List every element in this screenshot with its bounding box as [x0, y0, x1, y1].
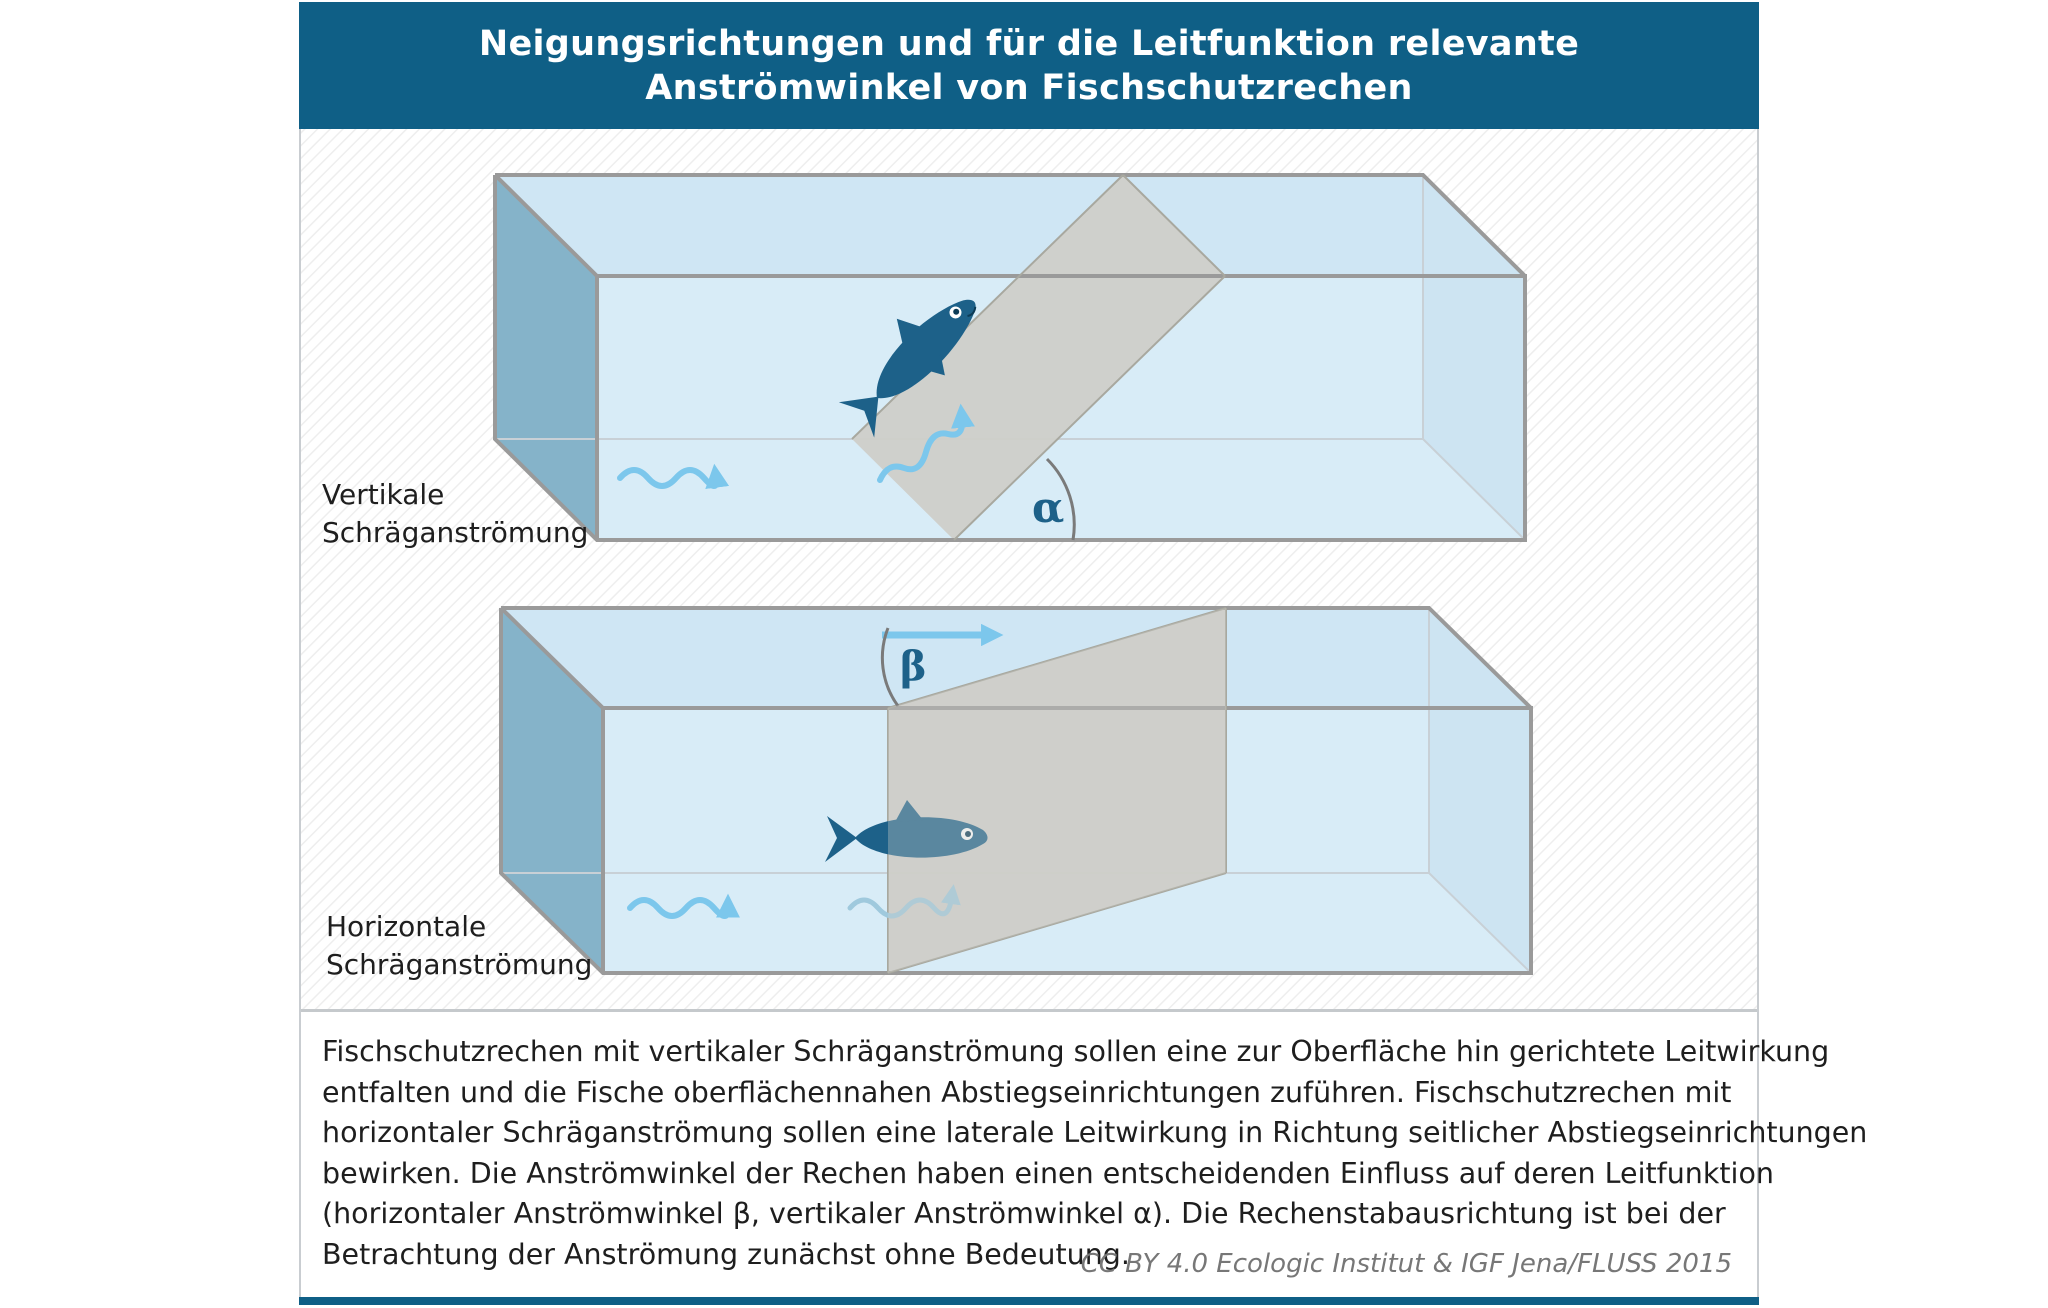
- caption-line: Betrachtung der Anströmung zunächst ohne Bedeutung.: [322, 1237, 1130, 1271]
- angle-alpha: α: [1032, 483, 1065, 532]
- tank-top-face: [495, 175, 1525, 276]
- label-line-2: Schräganströmung: [326, 948, 593, 981]
- caption-line: horizontaler Schräganströmung sollen eine laterale Leitwirkung in Richtung seitlicher Abstiegseinrichtungen: [322, 1116, 1868, 1150]
- label-line-1: Vertikale: [322, 478, 445, 511]
- angle-beta: β: [900, 643, 927, 690]
- card-bottom-bar: [299, 1297, 1759, 1305]
- label-line-2: Schräganströmung: [322, 516, 589, 549]
- caption-line: bewirken. Die Anströmwinkel der Rechen haben einen entscheidenden Einfluss auf deren Leitfunktion: [322, 1156, 1774, 1190]
- label-vertical-inclination: [322, 476, 588, 552]
- caption-line: Fischschutzrechen mit vertikaler Schräganströmung sollen eine zur Oberfläche hin gerichtete Leitwirkung: [322, 1035, 1830, 1068]
- label-horizontal-inclination: [326, 908, 592, 984]
- header-banner: [299, 2, 1759, 129]
- caption-text: [322, 1032, 1868, 1276]
- diagram-area: [301, 129, 1757, 1009]
- title-line-1: Neigungsrichtungen und für die Leitfunktion relevante: [478, 24, 1580, 64]
- title-line-2: Anströmwinkel von Fischschutzrechen: [645, 68, 1413, 108]
- caption-line: entfalten und die Fische oberflächennahen Abstiegseinrichtungen zuführen. Fischschutzrechen mit: [322, 1075, 1732, 1109]
- section-divider: [301, 1009, 1757, 1012]
- credit-line: CC BY 4.0 Ecologic Institut & IGF Jena/FLUSS 2015: [1080, 1249, 1732, 1279]
- caption-line: (horizontaler Anströmwinkel β, vertikaler Anströmwinkel α). Die Rechenstabausrichtung ist bei der: [322, 1197, 1726, 1231]
- tank-horizontal-inclination: [501, 608, 1531, 973]
- tank-vertical-inclination: [495, 175, 1525, 540]
- label-line-1: Horizontale: [326, 910, 487, 943]
